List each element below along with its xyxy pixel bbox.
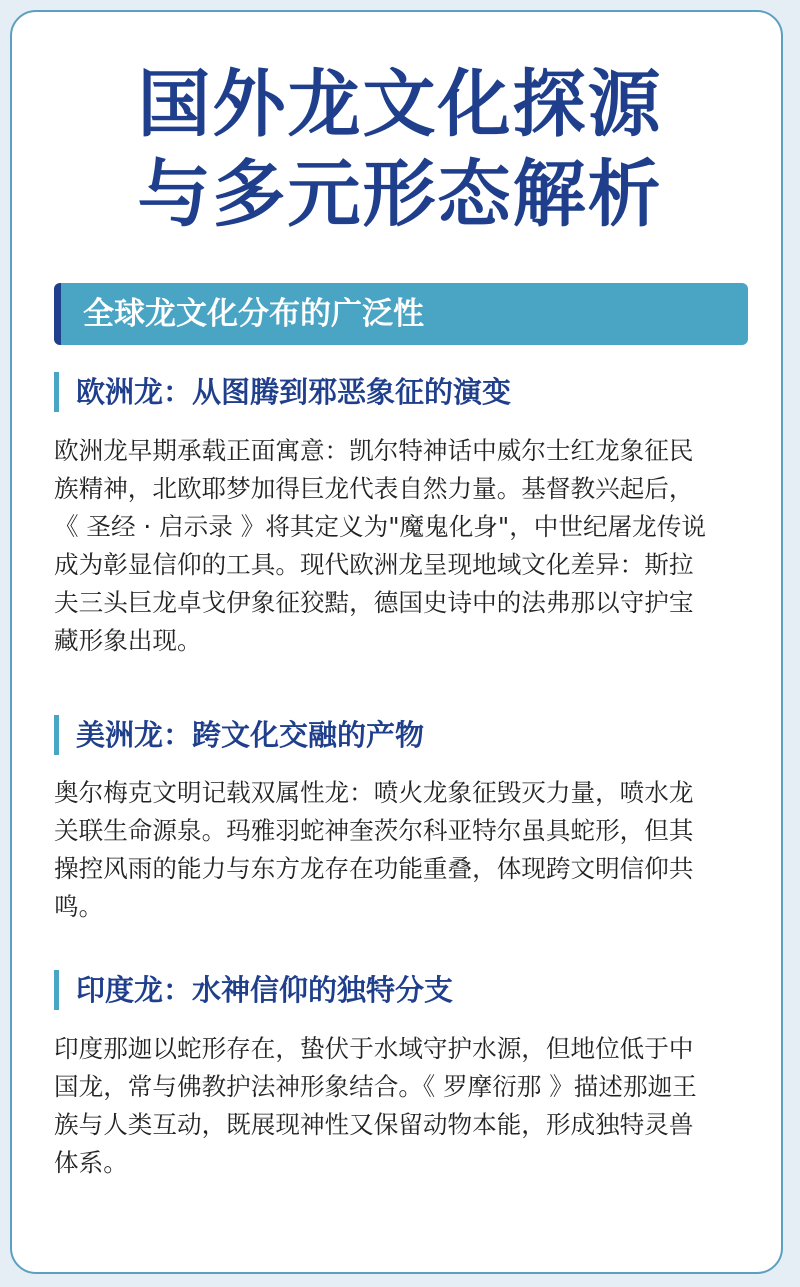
paragraph-line: 关联生命源泉。玛雅羽蛇神奎茨尔科亚特尔虽具蛇形，但其 xyxy=(54,816,694,845)
paragraph-line: 族精神，北欧耶梦加得巨龙代表自然力量。基督教兴起后， xyxy=(54,474,694,503)
section-banner xyxy=(54,283,748,345)
paragraph-americas xyxy=(54,774,754,926)
paragraph-line: 夫三头巨龙卓戈伊象征狡黠，德国史诗中的法弗那以守护宝 xyxy=(54,588,694,617)
subsection-heading-europe xyxy=(54,372,512,412)
paragraph-line: 国龙，常与佛教护法神形象结合。《 罗摩衍那 》描述那迦王 xyxy=(54,1072,697,1101)
paragraph-line: 《 圣经 · 启示录 》将其定义为"魔鬼化身"，中世纪屠龙传说 xyxy=(54,512,706,541)
subsection-heading-americas xyxy=(54,715,425,755)
paragraph-line: 印度那迦以蛇形存在，蛰伏于水域守护水源，但地位低于中 xyxy=(54,1034,694,1063)
title-line-1: 国外龙文化探源 xyxy=(137,62,663,147)
paragraph-line: 体系。 xyxy=(54,1148,128,1177)
subsection-title: 美洲龙：跨文化交融的产物 xyxy=(76,718,425,752)
paragraph-line: 成为彰显信仰的工具。现代欧洲龙呈现地域文化差异：斯拉 xyxy=(54,550,694,579)
paragraph-line: 奥尔梅克文明记载双属性龙：喷火龙象征毁灭力量，喷水龙 xyxy=(54,778,694,807)
paragraph-line: 族与人类互动，既展现神性又保留动物本能，形成独特灵兽 xyxy=(54,1110,694,1139)
paragraph-europe xyxy=(54,432,754,660)
subsection-heading-india xyxy=(54,970,454,1010)
title-line-2: 与多元形态解析 xyxy=(137,152,663,237)
paragraph-line: 藏形象出现。 xyxy=(54,626,202,655)
page-title xyxy=(0,60,800,240)
subsection-title: 欧洲龙：从图腾到邪恶象征的演变 xyxy=(76,375,512,409)
paragraph-line: 欧洲龙早期承载正面寓意：凯尔特神话中威尔士红龙象征民 xyxy=(54,436,694,465)
paragraph-line: 操控风雨的能力与东方龙存在功能重叠，体现跨文明信仰共 xyxy=(54,854,694,883)
paragraph-line: 鸣。 xyxy=(54,892,104,921)
subsection-title: 印度龙：水神信仰的独特分支 xyxy=(76,973,454,1007)
section-heading: 全球龙文化分布的广泛性 xyxy=(83,296,424,332)
paragraph-india xyxy=(54,1030,754,1182)
